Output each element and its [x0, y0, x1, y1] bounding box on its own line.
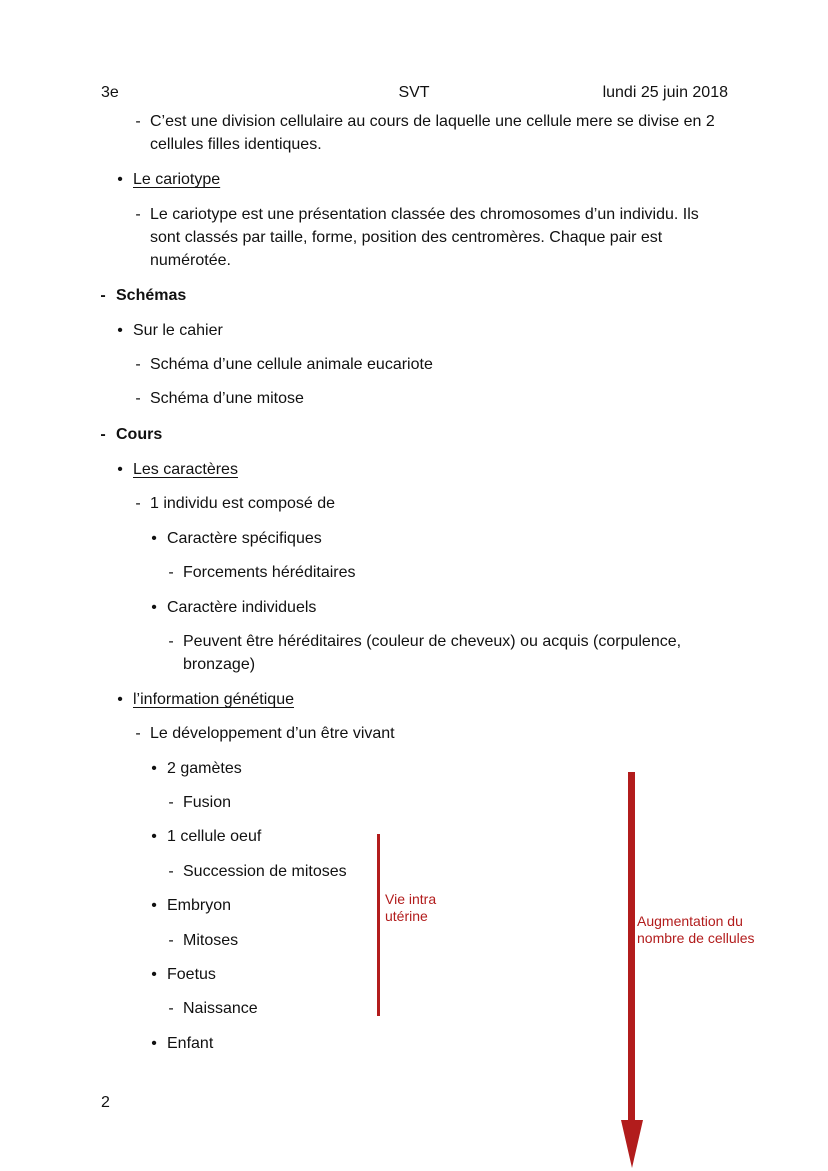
schema-cellule-item: Schéma d’une cellule animale eucariote	[150, 356, 433, 373]
dash-marker: -	[135, 725, 141, 742]
bullet-marker: •	[151, 1035, 157, 1052]
bullet-marker: •	[151, 828, 157, 845]
mitose-definition: C’est une division cellulaire au cours de laquelle une cellule mere se divise en 2 cellules filles identiques.	[150, 113, 715, 153]
augmentation-cellules-label: Augmentation du nombre de cellules	[637, 913, 755, 946]
schemas-heading: Schémas	[116, 287, 187, 304]
caractere-individuels-item: Caractère individuels	[167, 599, 317, 616]
peuvent-etre-item: Peuvent être héréditaires (couleur de cheveux) ou acquis (corpulence, bronzage)	[183, 633, 682, 673]
dash-marker: -	[135, 356, 141, 373]
individu-item: 1 individu est composé de	[150, 495, 335, 512]
header-class-level: 3e	[101, 84, 119, 101]
dash-marker: -	[168, 564, 174, 581]
schema-mitose-item: Schéma d’une mitose	[150, 390, 304, 407]
information-genetique-heading: l’information génétique	[133, 691, 294, 708]
developpement-item: Le développement d’un être vivant	[150, 725, 395, 742]
dash-marker: -	[168, 633, 174, 650]
mitoses-item: Mitoses	[183, 932, 239, 949]
dash-marker: -	[100, 287, 106, 304]
bullet-marker: •	[151, 599, 157, 616]
dash-marker: -	[135, 206, 141, 223]
cariotype-heading: Le cariotype	[133, 171, 221, 188]
bullet-marker: •	[151, 897, 157, 914]
forcements-item: Forcements héréditaires	[183, 564, 356, 581]
gametes-item: 2 gamètes	[167, 760, 242, 777]
dash-marker: -	[100, 426, 106, 443]
downward-arrow-icon	[619, 770, 645, 1170]
dash-marker: -	[168, 794, 174, 811]
caractere-specifiques-item: Caractère spécifiques	[167, 530, 322, 547]
naissance-item: Naissance	[183, 1000, 258, 1017]
caracteres-heading: Les caractères	[133, 461, 238, 478]
dash-marker: -	[168, 932, 174, 949]
dash-marker: -	[135, 390, 141, 407]
bullet-marker: •	[117, 461, 123, 478]
embryon-item: Embryon	[167, 897, 232, 914]
bullet-marker: •	[151, 760, 157, 777]
foetus-item: Foetus	[167, 966, 216, 983]
header-subject: SVT	[398, 84, 430, 101]
dash-marker: -	[135, 495, 141, 512]
bullet-marker: •	[117, 691, 123, 708]
sur-le-cahier: Sur le cahier	[133, 322, 223, 339]
vie-intra-uterine-label: Vie intra utérine	[385, 891, 437, 924]
cellule-oeuf-item: 1 cellule oeuf	[167, 828, 262, 845]
page-number: 2	[101, 1094, 110, 1111]
header-date: lundi 25 juin 2018	[602, 84, 728, 101]
bullet-marker: •	[151, 966, 157, 983]
dash-marker: -	[168, 863, 174, 880]
bullet-marker: •	[151, 530, 157, 547]
bullet-marker: •	[117, 171, 123, 188]
enfant-item: Enfant	[167, 1035, 214, 1052]
cours-heading: Cours	[116, 426, 163, 443]
cariotype-definition: Le cariotype est une présentation classée des chromosomes d’un individu. Ils sont classés par taille, forme, position des centromères. Chaque pair est numérotée.	[150, 206, 699, 269]
dash-marker: -	[168, 1000, 174, 1017]
fusion-item: Fusion	[183, 794, 232, 811]
bullet-marker: •	[117, 322, 123, 339]
succession-mitoses-item: Succession de mitoses	[183, 863, 347, 880]
vie-intra-uterine-bracket-line	[377, 834, 380, 1016]
dash-marker: -	[135, 113, 141, 130]
